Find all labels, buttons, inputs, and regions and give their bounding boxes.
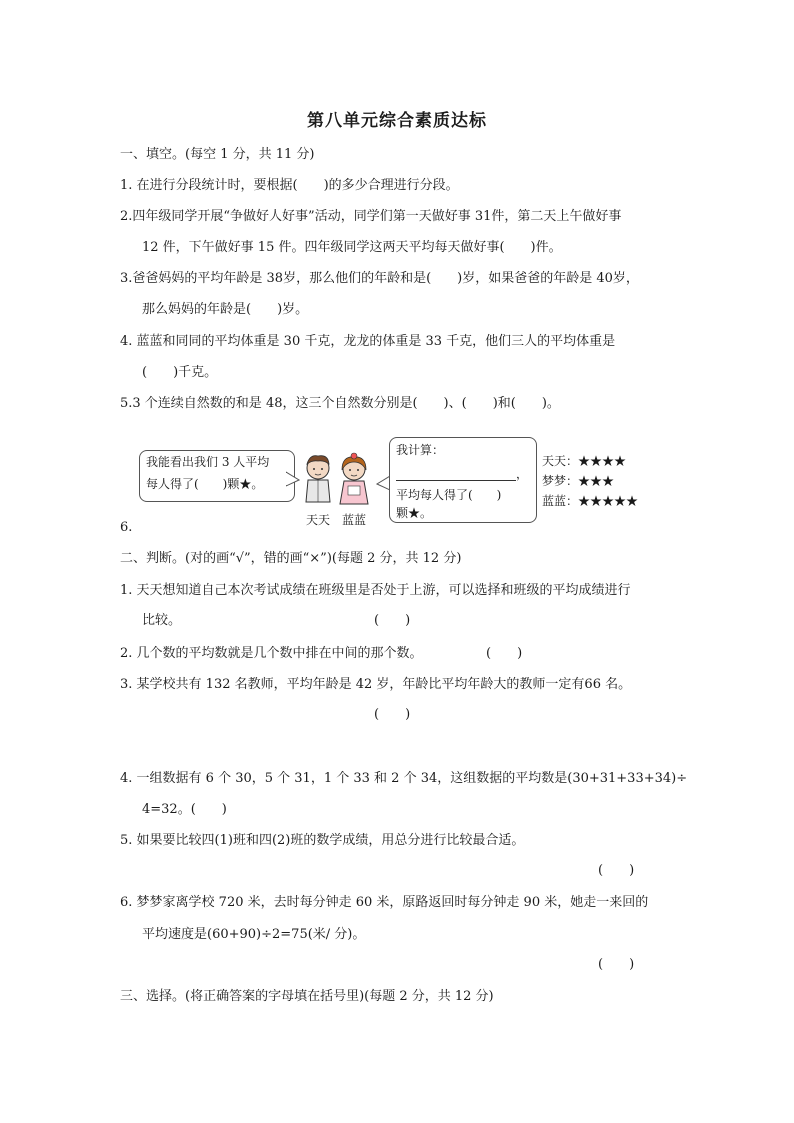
- q2-1-paren[interactable]: ( ): [374, 613, 411, 628]
- stars-name: 蓝蓝：: [542, 494, 579, 508]
- right-speech-bubble: [389, 437, 537, 523]
- q1-4-line1: 4. 蓝蓝和同同的平均体重是 30 千克，龙龙的体重是 33 千克，他们三人的平均体重是: [120, 334, 616, 349]
- stars-count: ★★★★: [578, 454, 627, 468]
- q1-4-line2: ( )千克。: [142, 365, 218, 380]
- page-title: 第八单元综合素质达标: [307, 111, 487, 131]
- stars-row-tiantian: [542, 452, 626, 469]
- q1-3-line1: 3.爸爸妈妈的平均年龄是 38岁，那么他们的年龄和是( )岁，如果爸爸的年龄是 40岁，: [120, 271, 639, 286]
- right-bubble-line3: 平均每人得了( ): [396, 488, 502, 502]
- q2-2: 2. 几个数的平均数就是几个数中排在中间的那个数。: [120, 646, 423, 661]
- q2-5-paren[interactable]: ( ): [598, 863, 635, 878]
- q2-4-line2: 4=32。( ): [142, 802, 227, 817]
- right-bubble-line1: 我计算：: [396, 443, 445, 457]
- q1-5: 5.3 个连续自然数的和是 48，这三个自然数分别是( )、( )和( )。: [120, 396, 560, 411]
- section2-header: 二、判断。(对的画“√”，错的画“×”)(每题 2 分，共 12 分): [120, 551, 462, 566]
- stars-count: ★★★: [578, 474, 615, 488]
- q2-4-line1: 4. 一组数据有 6 个 30，5 个 31，1 个 33 和 2 个 34，这组数据的平均数是(30+31+33+34)÷: [120, 771, 688, 786]
- q2-1-line2: 比较。: [142, 613, 182, 628]
- right-bubble-comma: ，: [516, 467, 529, 481]
- boy-figure: [306, 456, 330, 502]
- q1-1: 1. 在进行分段统计时，要根据( )的多少合理进行分段。: [120, 178, 459, 193]
- stars-count: ★★★★★: [578, 494, 639, 508]
- left-bubble-line2: 每人得了( )颗★。: [146, 477, 264, 491]
- q2-3: 3. 某学校共有 132 名教师，平均年龄是 42 岁，年龄比平均年龄大的教师一定有66 名。: [120, 677, 632, 692]
- q2-6-paren[interactable]: ( ): [598, 957, 635, 972]
- left-bubble-line1: 我能看出我们 3 人平均: [146, 455, 270, 469]
- kids-illustration: [298, 452, 376, 510]
- q2-6-line1: 6. 梦梦家离学校 720 米，去时每分钟走 60 米，原路返回时每分钟走 90 米，她走一来回的: [120, 895, 649, 910]
- q2-6-line2: 平均速度是(60+90)÷2=75(米/ 分)。: [142, 927, 366, 942]
- q2-3-paren[interactable]: ( ): [374, 707, 411, 722]
- q1-2-line2: 12 件，下午做好事 15 件。四年级同学这两天平均每天做好事( )件。: [142, 240, 562, 255]
- section1-header: 一、填空。(每空 1 分，共 11 分): [120, 147, 315, 162]
- left-speech-bubble: [139, 450, 295, 502]
- stars-name: 天天：: [542, 454, 579, 468]
- calc-blank[interactable]: [396, 468, 516, 481]
- q2-1-line1: 1. 天天想知道自己本次考试成绩在班级里是否处于上游，可以选择和班级的平均成绩进行: [120, 583, 631, 598]
- kid-label-lanlan: 蓝蓝: [342, 513, 367, 527]
- section3-header: 三、选择。(将正确答案的字母填在括号里)(每题 2 分，共 12 分): [120, 989, 494, 1004]
- kid-label-tiantian: 天天: [306, 513, 331, 527]
- q2-2-paren[interactable]: ( ): [486, 646, 523, 661]
- right-bubble-line2: [396, 462, 536, 486]
- stars-row-mengmeng: [542, 472, 614, 489]
- stars-name: 梦梦：: [542, 474, 579, 488]
- q1-2-line1: 2.四年级同学开展“争做好人好事”活动，同学们第一天做好事 31件，第二天上午做好事: [120, 209, 622, 224]
- q1-3-line2: 那么妈妈的年龄是( )岁。: [142, 302, 309, 317]
- girl-figure: [340, 453, 368, 504]
- q1-6-number: 6.: [120, 520, 133, 535]
- right-bubble-line4: 颗★。: [396, 506, 433, 520]
- stars-row-lanlan: [542, 492, 638, 509]
- q2-5: 5. 如果要比较四(1)班和四(2)班的数学成绩，用总分进行比较最合适。: [120, 833, 525, 848]
- right-bubble-tail: [376, 474, 390, 494]
